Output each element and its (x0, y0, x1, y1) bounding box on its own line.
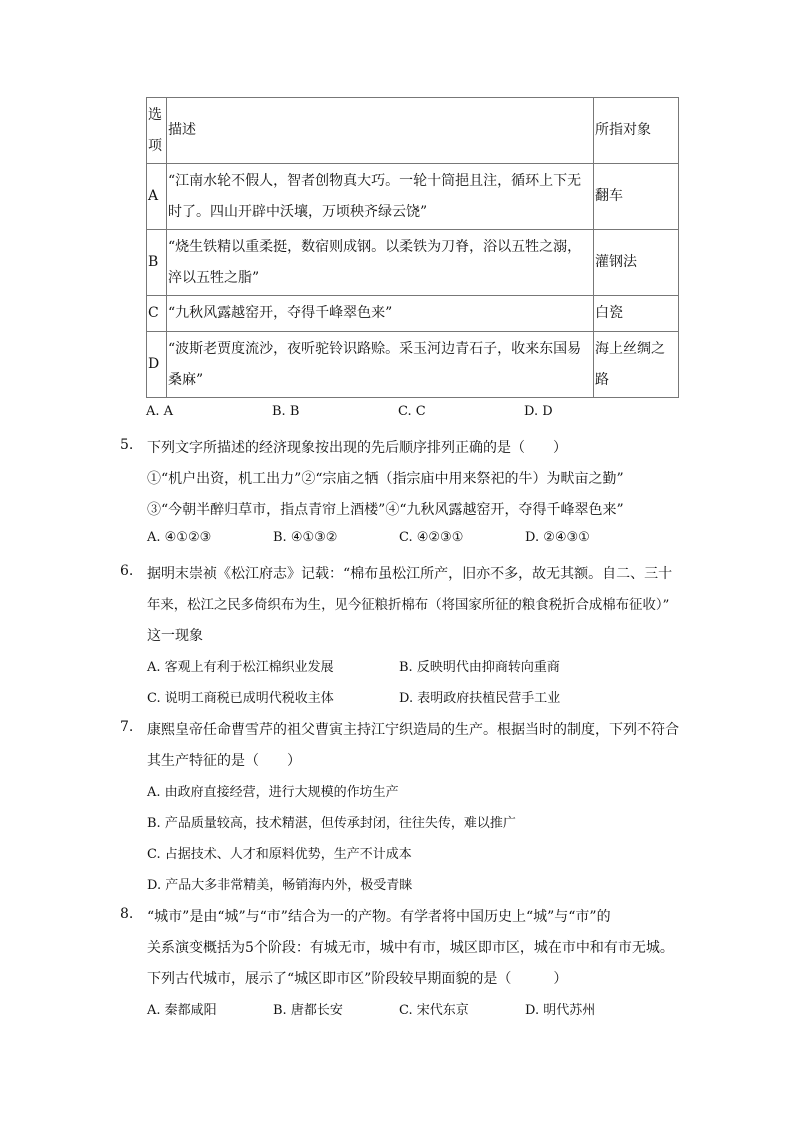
q5-line: ①“机户出资，机工出力”②“宗庙之牺（指宗庙中用来祭祀的牛）为畎亩之勤” (147, 471, 624, 487)
table-row (147, 230, 679, 296)
q6-option-c[interactable]: C. 说明工商税已成明代税收主体 (147, 691, 334, 706)
q5-option-a[interactable]: A. ④①②③ (147, 530, 212, 545)
row-description: “江南水轮不假人，智者创物真大巧。一轮十筒挹且注，循环上下无时了。四山开辟中沃壤，万顷秧齐绿云饶” (167, 164, 594, 230)
q6-number: 6. (120, 563, 134, 579)
q4-option-c[interactable]: C. C (398, 404, 426, 419)
table-row (147, 296, 679, 332)
q6-line: 这一现象 (147, 628, 203, 644)
q7-option-d[interactable]: D. 产品大多非常精美，畅销海内外，极受青睐 (147, 878, 413, 893)
q4-option-d[interactable]: D. D (524, 404, 553, 419)
row-description: “波斯老贾度流沙，夜听驼铃识路赊。采玉河边青石子，收来东国易桑麻” (167, 332, 594, 398)
q4-options (146, 404, 666, 424)
header-description: 描述 (167, 98, 594, 164)
q5-option-d[interactable]: D. ②④③① (525, 530, 590, 545)
q4-option-a[interactable]: A. A (146, 404, 174, 419)
q8-number: 8. (120, 906, 134, 922)
q5-option-b[interactable]: B. ④①③② (273, 530, 338, 545)
q6-option-d[interactable]: D. 表明政府扶植民营手工业 (399, 691, 561, 706)
q7-option-a[interactable]: A. 由政府直接经营，进行大规模的作坊生产 (147, 785, 399, 800)
row-target: 灌钢法 (594, 230, 679, 296)
q5-option-c[interactable]: C. ④②③① (399, 530, 464, 545)
row-target: 海上丝绸之路 (594, 332, 679, 398)
row-option: C (147, 296, 167, 332)
row-description: “烧生铁精以重柔挺，数宿则成钢。以柔铁为刀脊，浴以五牲之溺，淬以五牲之脂” (167, 230, 594, 296)
table-header-row (147, 98, 679, 164)
row-option: D (147, 332, 167, 398)
q8-option-c[interactable]: C. 宋代东京 (399, 1003, 469, 1018)
q8-line: “城市”是由“城”与“市”结合为一的产物。有学者将中国历史上“城”与“市”的 (147, 909, 611, 925)
header-option: 选项 (147, 98, 167, 164)
q8-option-b[interactable]: B. 唐都长安 (273, 1003, 343, 1018)
q7-number: 7. (120, 719, 134, 735)
table-row (147, 164, 679, 230)
q7-line: 康熙皇帝任命曹雪芹的祖父曹寅主持江宁织造局的生产。根据当时的制度，下列不符合 (147, 722, 679, 738)
q8-option-a[interactable]: A. 秦都咸阳 (147, 1003, 217, 1018)
q8-line: 下列古代城市，展示了“城区即市区”阶段较早期面貌的是（ ） (147, 971, 568, 987)
q4-table (146, 97, 679, 398)
q6-line: 年来，松江之民多倚织布为生，见今征粮折棉布（将国家所征的粮食税折合成棉布征收）” (147, 598, 670, 613)
row-target: 翻车 (594, 164, 679, 230)
q5-stem: 下列文字所描述的经济现象按出现的先后顺序排列正确的是（ ） (147, 440, 567, 456)
row-description: “九秋风露越窑开，夺得千峰翠色来” (167, 296, 594, 332)
q6-line: 据明末崇祯《松江府志》记载：“棉布虽松江所产，旧亦不多，故无其额。自二、三十 (147, 566, 673, 582)
table-row (147, 332, 679, 398)
q5-number: 5. (120, 437, 134, 453)
q6-option-a[interactable]: A. 客观上有利于松江棉织业发展 (147, 660, 334, 675)
q6-option-b[interactable]: B. 反映明代由抑商转向重商 (399, 660, 560, 675)
q5-line: ③“今朝半醉归草市，指点青帘上酒楼”④“九秋风露越窑开，夺得千峰翠色来” (147, 502, 624, 518)
q7-option-c[interactable]: C. 占据技术、人才和原料优势，生产不计成本 (147, 847, 412, 862)
q8-option-d[interactable]: D. 明代苏州 (525, 1003, 596, 1018)
header-target: 所指对象 (594, 98, 679, 164)
q7-line: 其生产特征的是（ ） (147, 753, 301, 769)
row-target: 白瓷 (594, 296, 679, 332)
row-option: B (147, 230, 167, 296)
q7-option-b[interactable]: B. 产品质量较高，技术精湛，但传承封闭，往往失传，难以推广 (147, 816, 516, 831)
row-option: A (147, 164, 167, 230)
q4-option-b[interactable]: B. B (272, 404, 300, 419)
q8-line: 关系演变概括为5个阶段：有城无市，城中有市，城区即市区，城在市中和有市无城。 (147, 940, 674, 956)
